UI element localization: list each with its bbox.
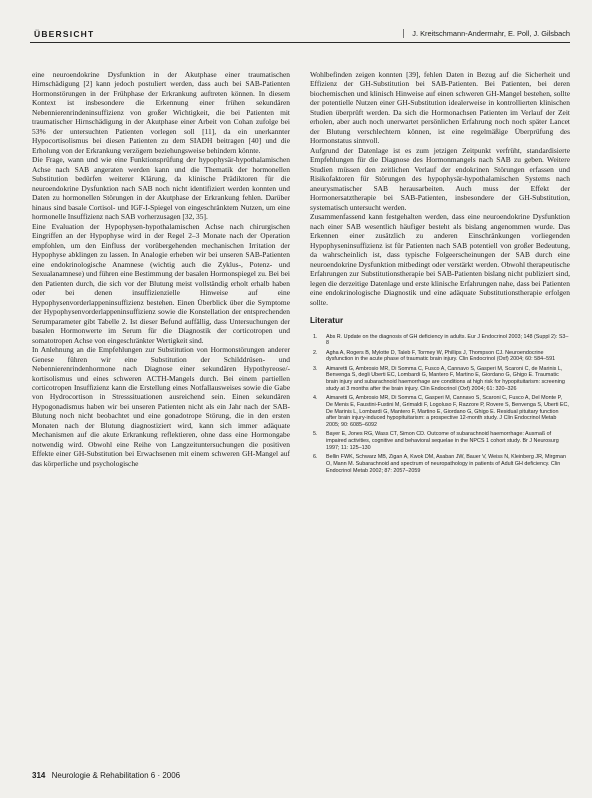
body-paragraph: eine neuroendokrine Dysfunktion in der Akutphase einer traumatischen Hirnschädigung [2] kann jedoch postuliert werden, dass auch bei SAB-Patienten Hormonstörungen in der Frühphase der Erkrankung auftreten können. In diesem Kontext ist insbesondere die Erkennung einer frühen sekundären Nebennierenrindeninsuffizienz von großer Wichtigkeit, die bei Patienten mit traumatischer Hirnschädigung in der Akutphase einer Arbeit von Cohan zufolge bei 53% der untersuchten Patienten vorlegen soll [11], da ein unerkannter Hypocortisolismus bei diesen Patienten zu dem SIADH beitragen [40] und die Erholung von der Erkrankung verzögern beziehungsweise behindern könnte. (32, 70, 290, 155)
page-number: 314 (32, 771, 46, 780)
reference-item: 1. Abs R. Update on the diagnosis of GH deficiency in adults. Eur J Endocrinol 2003; 148 (Suppl 2): S3–8 (313, 333, 569, 347)
body-paragraph: Wohlbefinden zeigen konnten [39], fehlen Daten in Bezug auf die Sicherheit und Effizienz der GH-Substitution bei SAB-Patienten. Bei Patienten, bei deren biochemischen und klinisch Hinweise auf einen schweren GH-Mangel bestehen, sollte der potentielle Nutzen einer GH-Substitution idealerweise in kontrollierten klinischen Studien überprüft werden. Da sich die Hormonachsen Patienten im Verlauf der Zeit erholen, aber auch noch unerwartet persönlichen Erfahrung noch noch später Lancet der Blutung verschlechtern können, ist eine regelmäßige Überprüfung des Hormonstatus sinnvoll. (310, 70, 570, 146)
body-paragraph: Eine Evaluation der Hypophysen-hypothalamischen Achse nach chirurgischen Eingriffen an der Hypophyse wird in der Regel 2–3 Monate nach der Operation empfohlen, um den Einfluss der vorübergehenden mechanischen Irritation der Hypophyse abklingen zu lassen. In Analogie erheben wir bei unseren SAB-Patienten eine endokrinologische Anamnese (wichtig auch die Zyklus-, Potenz- und Sexualanamnese) und führen eine Bestimmung der basalen Hormonspiegel zu. Bei bei den Patienten durch, die sich vor der Blutung meist vollständig erholt erhalb haben oder bei denen insuffizienzielle Hinweise auf eine Hypophysenvorderlappeninsuffizienz bestehen. Einen Überblick über die Symptome der Hypophysenvorderlappeninsuffizienz sowie die Konstellation der entsprechenden Serumparameter gibt Tabelle 2. Ist dieser Befund auffällig, dass Untersuchungen der basalen Hormonwerte im Serum für die Diagnostik der corticotropen und somatotropen Achse von eingeschränkter Wertigkeit sind. (32, 221, 290, 345)
reference-item: 6. Bellin FWK, Schwarz MB, Zigan A, Kwok DM, Asaban JW, Bauer V, Weiss N, Kleinberg JR, Mirgman O, Mann M. Subarachnoid and spectrum of neuropathology in patients of Adult GH deficiency. Clin Endocrinol Metab 2002; 87: 2057–2059 (313, 454, 566, 474)
references-heading: Literatur (310, 316, 344, 326)
running-authors: J. Kreitschmann-Andermahr, E. Poll, J. Gilsbach (403, 29, 570, 38)
body-paragraph: Zusammenfassend kann festgehalten werden, dass eine neuroendokrine Dysfunktion nach einer SAB wesentlich häufiger besteht als bislang angenommen wurde. Das Erkennen einer zusätzlich zu anderen Einschränkungen vorliegenden Hypophyseninsuffizienz ist für Patienten nach SAB potentiell von großer Bedeutung, da wahrscheinlich ist, dass typische Folgeerscheinungen der SAB durch eine neuroendokrine Dysfunktion mitbedingt oder verstärkt werden. Obwohl therapeutische Erfahrungen zur Substitutionstherapie bei SAB-Patienten bislang nicht publiziert sind, legen die derzeitige Datenlage und erste klinische Erfahrungen nahe, dass bei Patienten eine endokrinologische Diagnostik und eine adäquate Substitutionstherapie erfolgen sollte. (310, 212, 570, 307)
body-paragraph: Aufgrund der Datenlage ist es zum jetzigen Zeitpunkt verfrüht, standardisierte Empfehlungen für die Diagnose des Hormonmangels nach SAB zu geben. Weitere Studien müssen den zeitlichen Verlauf der endokrinen Störungen erfassen und Risikofaktoren für Störungen des hypophysär-hypothalamischen Systems nach aneurysmatischer SAB herausarbeiten. Auch muss der Effekt der Hormonersatztherapie bei SAB-Patienten, insbesondere der GH-Substitution, systematisch untersucht werden. (310, 145, 570, 212)
body-paragraph: In Anlehnung an die Empfehlungen zur Substitution von Hormonstörungen anderer Genese führen wir eine Substitution der Schilddrüsen- und Nebennierenrindenhormone nach Diagnose einer sekundären Hypothyreose/-kortisolismus und eines schweren ACTH-Mangels durch. Bei einem partiellen corticotropen Insuffizienz kann die Erstellung eines Notfallausweises sowie die Gabe von Hydrocortison in Stresssituationen ausreichend sein. Einen sekundären Hypogonadismus haben wir bei unseren Patienten nicht als ein Jahr nach der SAB-Blutung noch nicht beobachtet und eine gonadotrope Störung, die in den ersten Monaten nach der Blutung diagnostiziert wird, kann sich immer adäquate Mechanismen auf die akute Erkrankung reflektieren, ohne dass eine Hormongabe notwendig wird. Obwohl eine Reihe von Langzeituntersuchungen die positiven Effekte einer GH-Substitution bei Erwachsenen mit einem schweren GH-Mangel auf das körperliche und psychologische (32, 345, 290, 468)
right-column (310, 70, 570, 477)
page-footer (32, 771, 180, 780)
reference-item: 5. Bayer E, Jones RG, Wass CT, Simon CD. Outcome of subarachnoid haemorrhage: Ausmaß of impaired activities, cognitive and behavioral sequelae in the NPCS 1 cohort study. Br J Neurosurg 1997; 11: 125–130 (313, 431, 559, 451)
reference-item: 3. Aimaretti G, Ambrosio MR, Di Somma C, Fusco A, Cannavo S, Gasperi M, Scaroni C, de Marinis L, Benvenga S, degli Uberti EC, Lombardi G, Mantero F, Martino E, Giordano G, Ghigo E. Traumatic brain injury and subarachnoid haemorrhage are conditions at high risk for hypopituitarism: screening study at 3 months after the brain injury. Clin Endocrinol (Oxf) 2004; 61: 320–326 (313, 365, 565, 392)
reference-list (310, 334, 570, 475)
running-header (30, 28, 570, 43)
body-paragraph: Die Frage, wann und wie eine Funktionsprüfung der hypophysär-hypothalamischen Achse nach SAB angeraten werden kann und die Thematik der hormonellen Substitution bedürfen weiterer Klärung, da klinische Prädiktoren für die neuroendokrine Dysfunktion nach SAB noch nicht identifiziert werden konnten und Daten zu hormonellen Störungen in der Akutphase der Erkrankung fehlen. Darüber hinaus sind basale Cortisol- und IGF-I-Spiegel von eingeschränktem Nutzen, um eine hormonelle Insuffizienz nach SAB vorherzusagen [32, 35]. (32, 155, 290, 222)
reference-item: 2. Agha A, Rogers B, Mylotte D, Taleb F, Tormey W, Phillips J, Thompson CJ. Neuroendocrine dysfunction in the acute phase of traumatic brain injury. Clin Endocrinol (Oxf) 2004; 60: 584–591 (313, 349, 556, 363)
reference-item: 4. Aimaretti G, Ambrosio MR, Di Somma C, Gasperi M, Cannavo S, Scaroni C, Fusco A, Del Monte P, De Menis E, Faustini-Fustini M, Grimaldi F, Logoluso F, Razzore P, Rovere S, Benvenga S, Uberti EC, De Marinis L, Lombardi G, Mantero F, Martino E, Giordano G, Ghigo E. Residual pituitary function after brain injury-induced hypopituitarism: a prospective 12-month study. J Clin Endocrinol Metab 2005; 90: 6085–6092 (313, 395, 569, 429)
section-label: ÜBERSICHT (34, 29, 95, 39)
left-column (32, 70, 290, 468)
journal-name: Neurologie & Rehabilitation 6 · 2006 (51, 771, 181, 780)
